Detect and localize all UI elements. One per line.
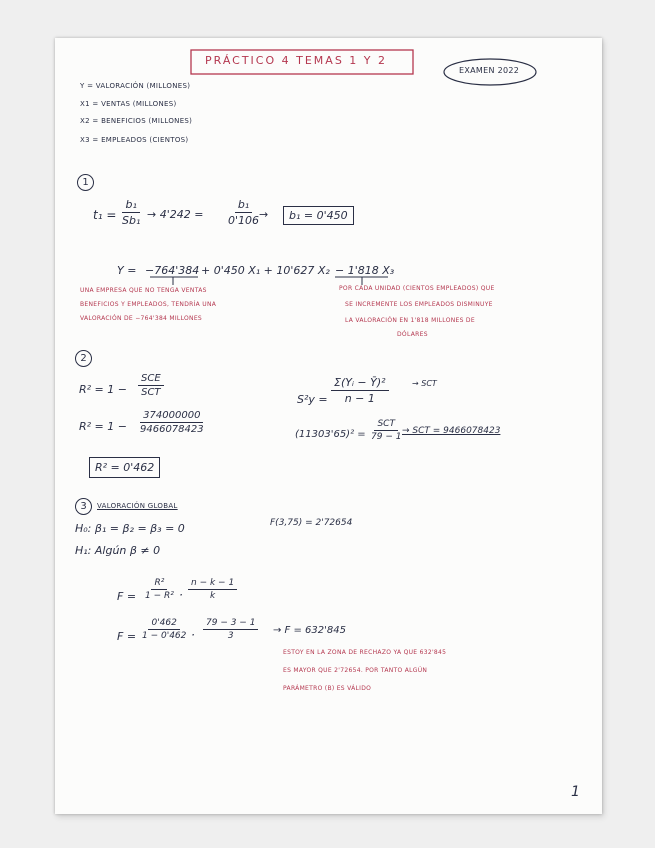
r2-substitution-lhs: R² = 1 −	[79, 420, 127, 433]
conclusion-line-2: ES MAYOR QUE 2'72654. POR TANTO ALGÚN	[283, 667, 428, 674]
step-arrow: →	[259, 208, 269, 221]
f-formula-dot: ·	[179, 588, 183, 602]
r2-substitution-fraction: $\frac{374000000}{9466078423}$	[140, 410, 204, 435]
x3-interpretation-line-1: POR CADA UNIDAD (CIENTOS EMPLEADOS) QUE	[339, 285, 495, 292]
f-substitution-fraction-1: $\frac{0'462}{1 - 0'462}$	[142, 618, 187, 641]
question-1-marker: 1	[77, 174, 94, 191]
variance-substitution-fraction: SCT 79 − 1	[371, 419, 402, 442]
definition-y: Y = VALORACIÓN (MILLONES)	[80, 82, 191, 90]
page-number: 1	[571, 784, 580, 800]
f-substitution-lhs: F =	[117, 630, 137, 643]
t-stat-lhs: t₁ =	[93, 208, 117, 222]
f-formula-fraction-1: $\frac{\text{R²}}{\text{1 − R²}}$	[145, 578, 174, 601]
definition-x1: X1 = VENTAS (MILLONES)	[80, 100, 177, 108]
page-title: PRÁCTICO 4 TEMAS 1 Y 2	[205, 54, 388, 67]
r2-formula-lhs: R² = 1 −	[79, 383, 127, 396]
question-3-marker: 3	[75, 498, 92, 515]
regression-constant: −764'384	[145, 264, 200, 277]
definition-x2: X2 = BENEFICIOS (MILLONES)	[80, 117, 193, 125]
x3-interpretation-line-4: DÓLARES	[397, 331, 428, 338]
notebook-page	[55, 38, 602, 814]
t-stat-fraction: $\frac{\text{b₁}}{\text{Sb₁}}$	[122, 198, 141, 227]
f-substitution-dot: ·	[191, 628, 195, 642]
r2-formula-fraction: SCE SCT	[138, 373, 164, 398]
constant-interpretation-line-2: BENEFICIOS Y EMPLEADOS, TENDRÍA UNA	[80, 301, 217, 308]
x3-interpretation-line-3: LA VALORACIÓN EN 1'818 MILLONES DE	[345, 317, 475, 324]
f-critical-value: F(3,75) = 2'72654	[270, 518, 353, 528]
null-hypothesis: H₀: β₁ = β₂ = β₃ = 0	[75, 522, 185, 535]
exam-label: EXAMEN 2022	[459, 66, 520, 75]
f-formula-fraction-2: $\frac{n - k - 1}{k}$	[188, 578, 237, 601]
conclusion-line-3: PARÁMETRO (Β) ES VÁLIDO	[283, 685, 372, 692]
global-test-heading: VALORACIÓN GLOBAL	[97, 502, 178, 510]
r2-result: R² = 0'462	[89, 457, 160, 478]
t-stat-step: → 4'242 =	[147, 208, 204, 221]
variance-lhs: S²y =	[297, 393, 328, 406]
regression-terms: + 0'450 X₁ + 10'627 X₂	[201, 264, 330, 277]
sct-result: → SCT = 9466078423	[402, 426, 501, 436]
alt-hypothesis: H₁: Algún β ≠ 0	[75, 544, 161, 557]
b1-result: b₁ = 0'450	[283, 206, 354, 225]
question-2-marker: 2	[75, 350, 92, 367]
regression-y: Y =	[117, 264, 137, 277]
f-statistic-result: → F = 632'845	[273, 625, 346, 636]
constant-interpretation-line-1: UNA EMPRESA QUE NO TENGA VENTAS	[80, 287, 207, 294]
f-substitution-fraction-2: $\frac{79 - 3 - 1}{3}$	[203, 618, 258, 641]
x3-interpretation-line-2: SE INCREMENTE LOS EMPLEADOS DISMINUYE	[345, 301, 493, 308]
regression-x3-term: − 1'818 X₃	[335, 264, 395, 277]
variance-fraction: $\frac{\text{Σ(Yᵢ − Ȳ)²}}{n - 1}$	[331, 376, 389, 405]
f-formula-lhs: F =	[117, 590, 137, 603]
conclusion-line-1: ESTOY EN LA ZONA DE RECHAZO YA QUE 632'845	[283, 649, 447, 656]
variance-arrow-sct: → SCT	[412, 379, 437, 388]
variance-substitution-lhs: (11303'65)² =	[295, 429, 366, 440]
b1-fraction: $\frac{\text{b₁}}{0'106}$	[228, 198, 260, 227]
definition-x3: X3 = EMPLEADOS (CIENTOS)	[80, 136, 189, 144]
constant-interpretation-line-3: VALORACIÓN DE −764'384 MILLONES	[80, 315, 203, 322]
